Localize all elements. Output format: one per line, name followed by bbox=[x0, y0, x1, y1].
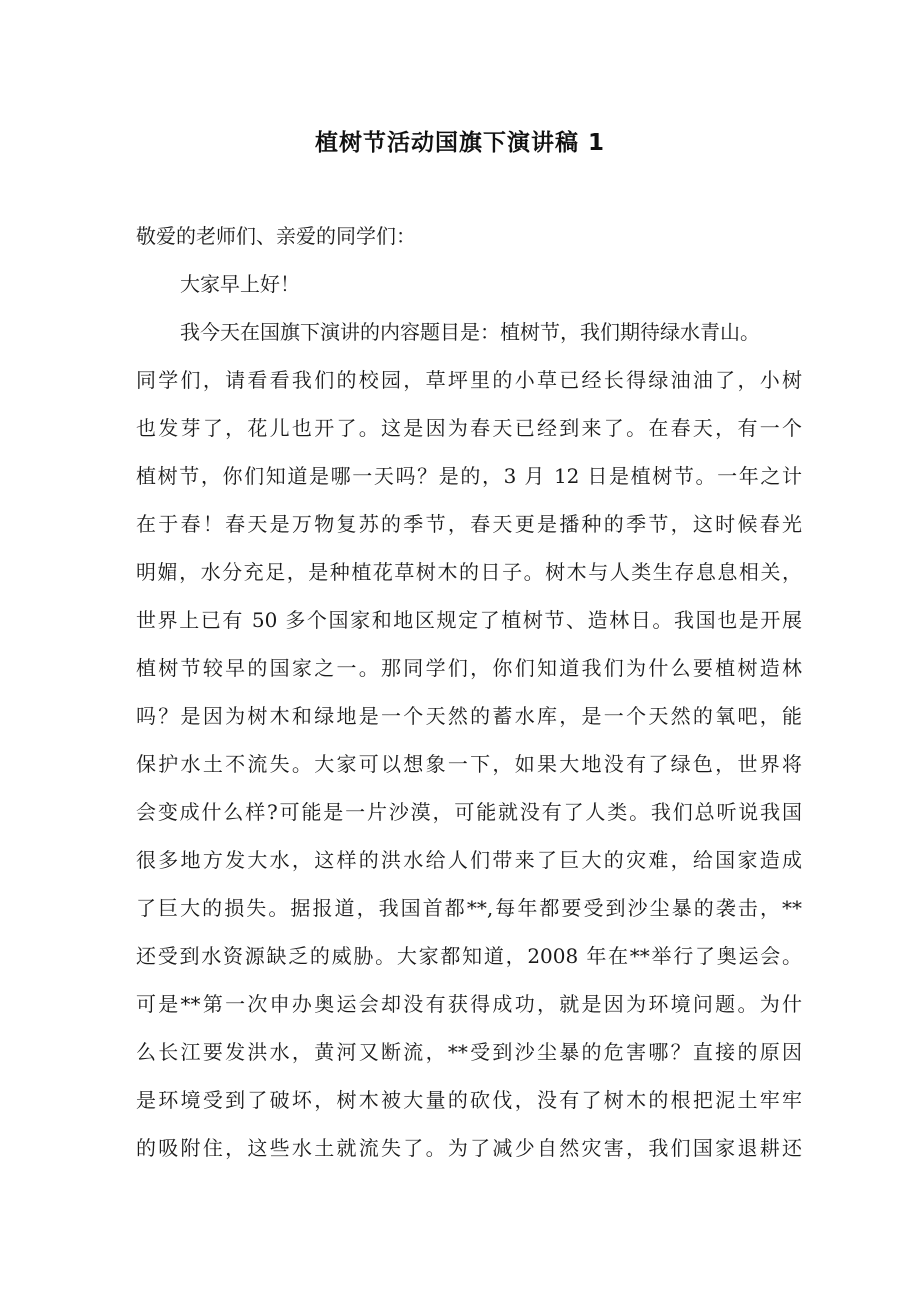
paragraph-line: 植树节较早的国家之一。那同学们，你们知道我们为什么要植树造林 bbox=[136, 656, 802, 680]
paragraph-line: 在于春！春天是万物复苏的季节，春天更是播种的季节，这时候春光 bbox=[136, 512, 802, 536]
paragraph-line: 世界上已有 50 多个国家和地区规定了植树节、造林日。我国也是开展 bbox=[136, 608, 802, 632]
paragraph-line: 么长江要发洪水，黄河又断流，**受到沙尘暴的危害哪？直接的原因 bbox=[136, 1040, 802, 1064]
paragraph-line: 明媚，水分充足，是种植花草树木的日子。树木与人类生存息息相关， bbox=[136, 560, 802, 584]
paragraph-line: 我今天在国旗下演讲的内容题目是：植树节，我们期待绿水青山。 bbox=[180, 320, 760, 344]
paragraph-line: 吗？是因为树木和绿地是一个天然的蓄水库，是一个天然的氧吧，能 bbox=[136, 704, 802, 728]
paragraph-line: 保护水土不流失。大家可以想象一下，如果大地没有了绿色，世界将 bbox=[136, 752, 802, 776]
paragraph-line: 是环境受到了破坏，树木被大量的砍伐，没有了树木的根把泥土牢牢 bbox=[136, 1088, 802, 1112]
document-title: 植树节活动国旗下演讲稿 1 bbox=[314, 130, 605, 156]
paragraph-line: 了巨大的损失。据报道，我国首都**,每年都要受到沙尘暴的袭击，** bbox=[136, 896, 802, 920]
speech-paragraph bbox=[136, 308, 802, 1172]
paragraph-line: 也发芽了，花儿也开了。这是因为春天已经到来了。在春天，有一个 bbox=[136, 416, 802, 440]
paragraph-line: 同学们，请看看我们的校园，草坪里的小草已经长得绿油油了，小树 bbox=[136, 368, 802, 392]
paragraph-line: 植树节，你们知道是哪一天吗？是的，3 月 12 日是植树节。一年之计 bbox=[136, 464, 802, 488]
greeting: 大家早上好！ bbox=[180, 272, 300, 296]
paragraph-line: 可是**第一次申办奥运会却没有获得成功，就是因为环境问题。为什 bbox=[136, 992, 802, 1016]
paragraph-line: 很多地方发大水，这样的洪水给人们带来了巨大的灾难，给国家造成 bbox=[136, 848, 802, 872]
paragraph-line: 会变成什么样?可能是一片沙漠，可能就没有了人类。我们总听说我国 bbox=[136, 800, 802, 824]
document-body bbox=[136, 212, 802, 1172]
paragraph-line: 还受到水资源缺乏的威胁。大家都知道，2008 年在**举行了奥运会。 bbox=[136, 944, 802, 968]
salutation: 敬爱的老师们、亲爱的同学们： bbox=[136, 224, 416, 248]
paragraph-line: 的吸附住，这些水土就流失了。为了减少自然灾害，我们国家退耕还 bbox=[136, 1136, 802, 1160]
